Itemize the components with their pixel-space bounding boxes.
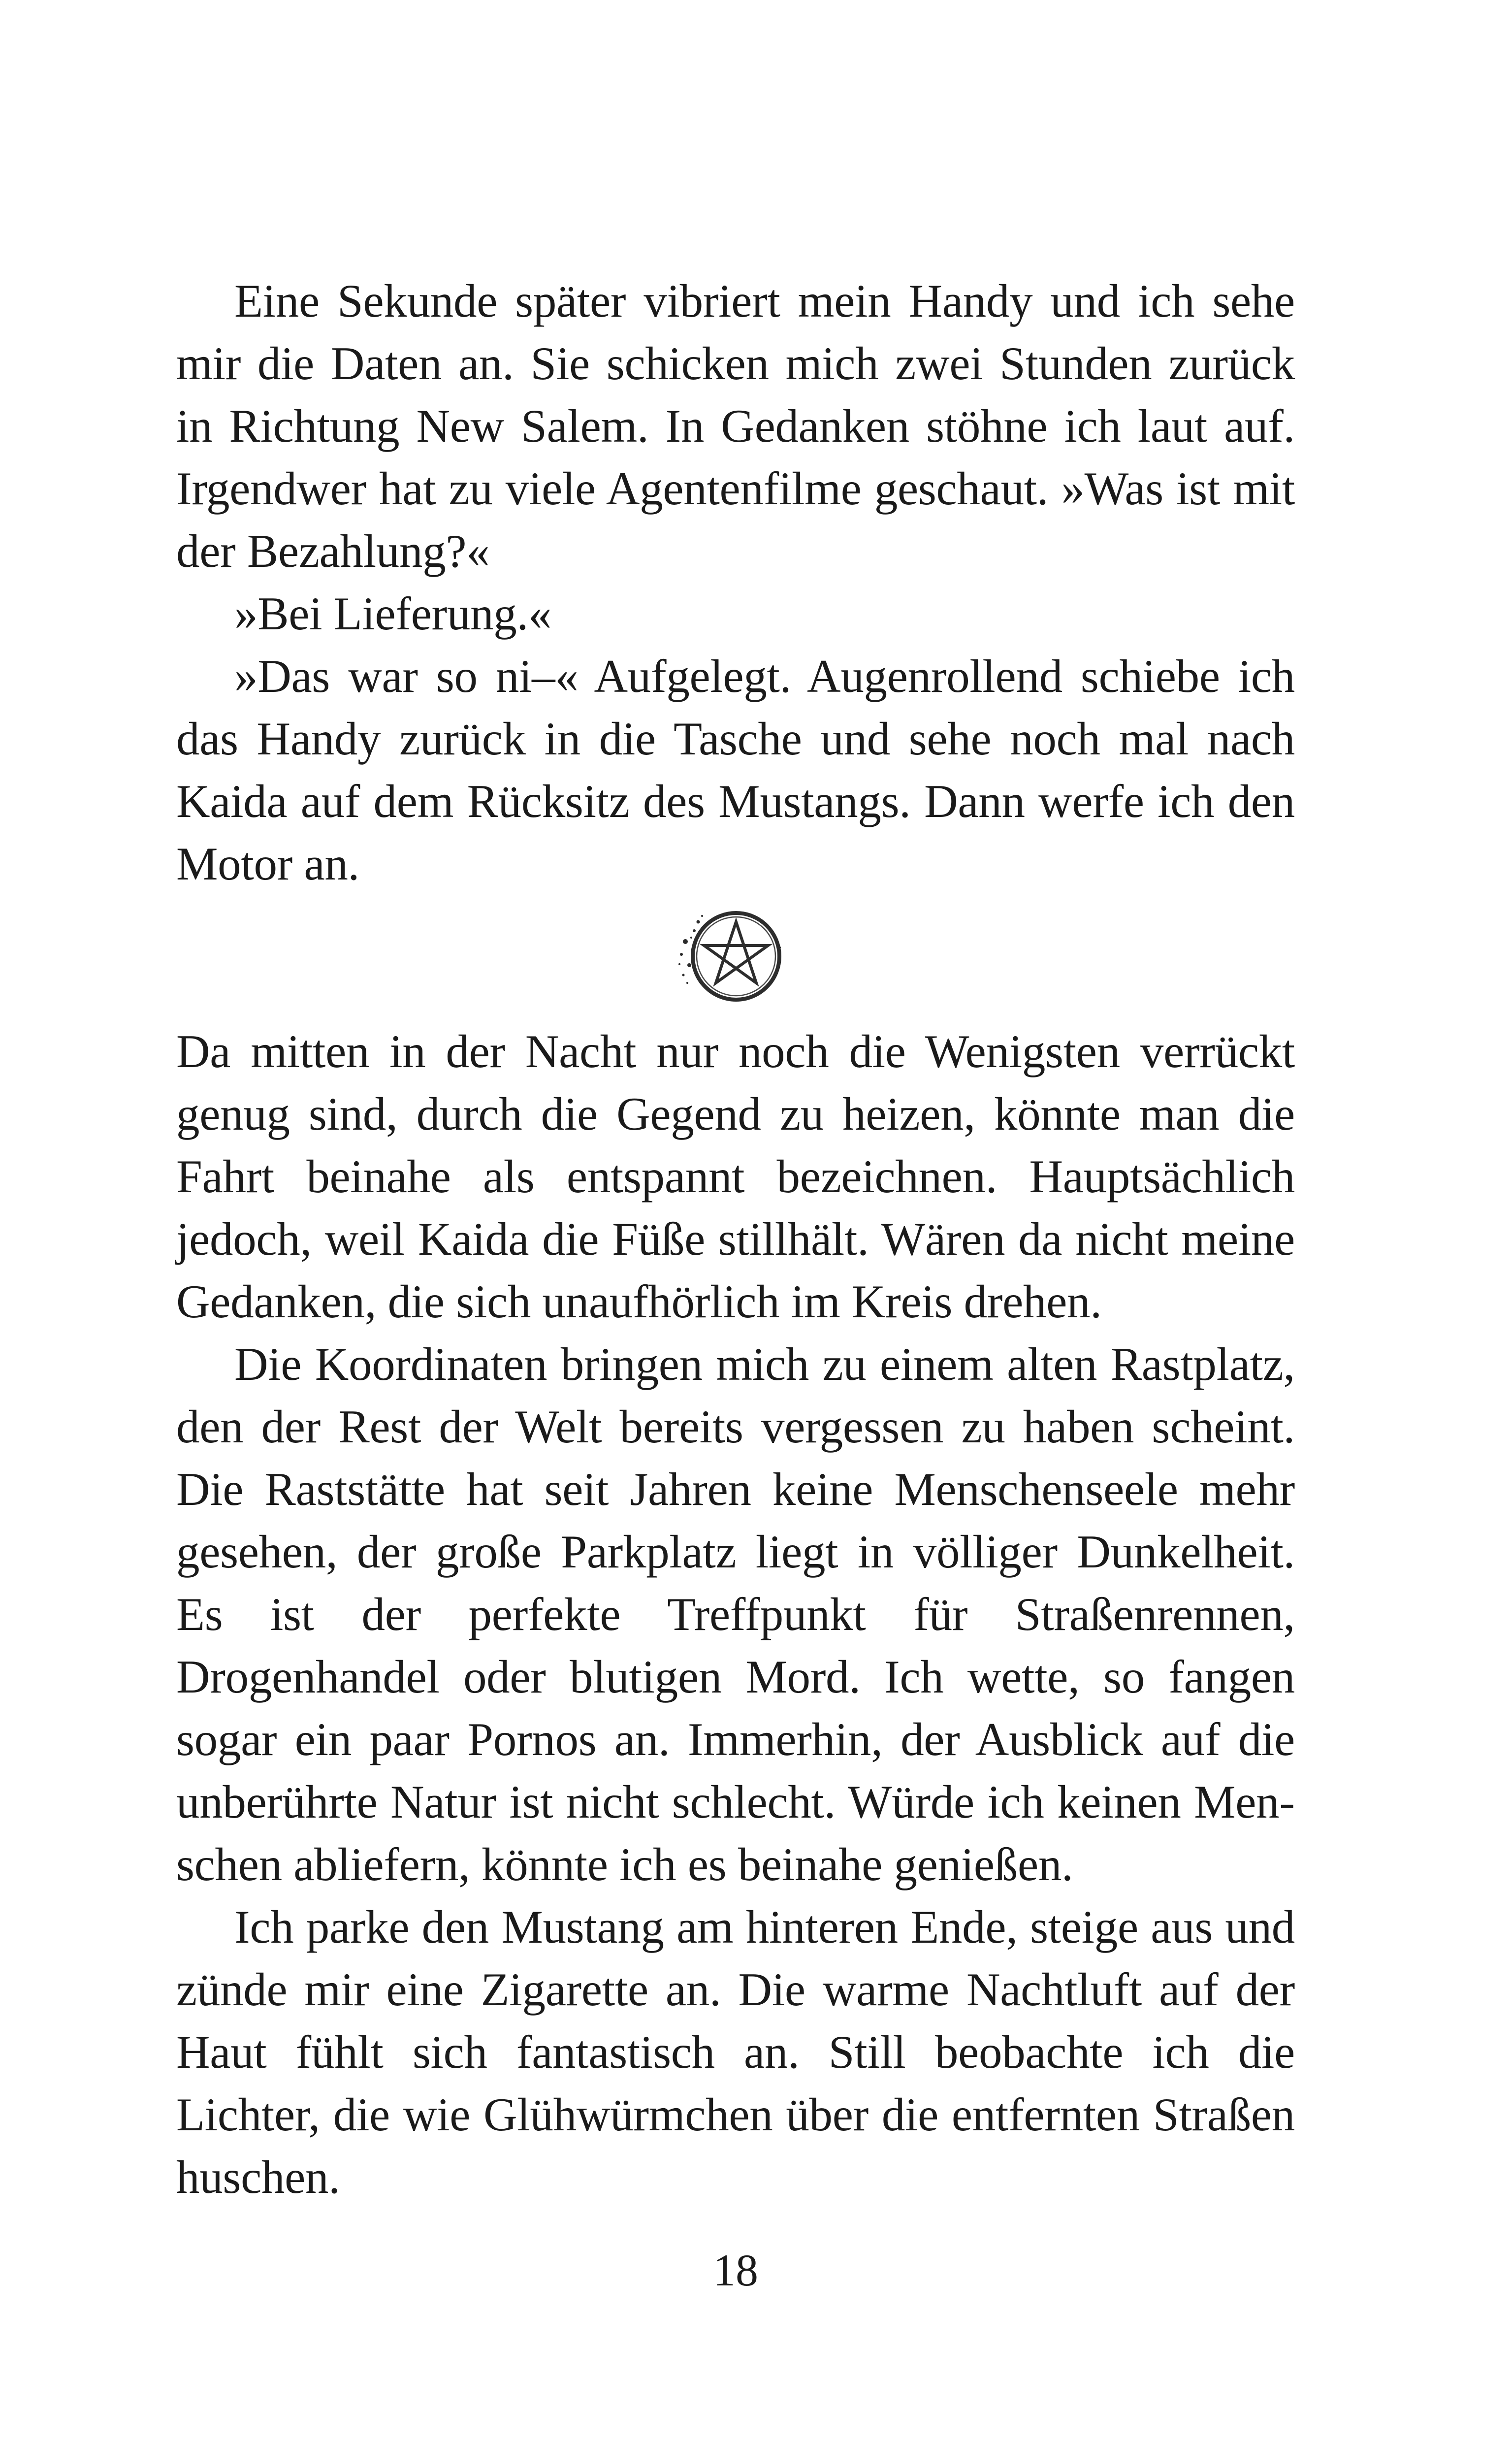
- paragraph: Da mitten in der Nacht nur noch die Wenigsten verrückt genug sind, durch die Gegend zu heizen, könnte man die Fahrt beinahe als entspannt bezeichnen. Hauptsächlich jedoch, weil Kaida die Füße stillhält. Wären da nicht meine Gedanken, die sich unaufhörlich im Kreis drehen.: [176, 1025, 1295, 1328]
- paragraph: Eine Sekunde später vibriert mein Handy und ich sehe mir die Daten an. Sie schicken mich zwei Stunden zurück in Richtung New Salem. In Gedanken stöhne ich laut auf. Irgendwer hat zu viele Agentenfilme geschaut. »Was ist mit der Bezahlung?«: [176, 275, 1295, 577]
- paragraph: Die Koordinaten bringen mich zu einem alten Rastplatz, den der Rest der Welt bereits vergessen zu haben scheint. Die Raststätte hat seit Jahren keine Menschenseele mehr gesehen, der große Parkplatz liegt in völliger Dunkelheit. Es ist der perfekte Treffpunkt für Straßenrennen, Drogenhandel oder blutigen Mord. Ich wette, so fangen sogar ein paar Pornos an. Immerhin, der Ausblick auf die unberührte Natur ist nicht schlecht. Würde ich keinen Menschen abliefern, könnte ich es beinahe genießen.: [176, 1338, 1295, 1890]
- section-one: [176, 270, 1295, 895]
- page-number: 18: [713, 2245, 758, 2295]
- book-page: [176, 0, 1295, 2443]
- section-divider: [675, 896, 793, 1014]
- section-two: [176, 1020, 1295, 2209]
- paragraph: »Das war so ni–« Aufgelegt. Augenrollend schiebe ich das Handy zurück in die Tasche und sehe noch mal nach Kaida auf dem Rücksitz des Mustangs. Dann werfe ich den Motor an.: [176, 650, 1295, 890]
- paragraph: »Bei Lieferung.«: [234, 587, 552, 640]
- paragraph: Ich parke den Mustang am hinteren Ende, steige aus und zünde mir eine Zigarette an. Die warme Nachtluft auf der Haut fühlt sich fantastisch an. Still beobachte ich die Lichter, die wie Glühwürmchen über die entfernten Straßen huschen.: [176, 1901, 1295, 2203]
- pentagram-icon: [675, 896, 793, 1014]
